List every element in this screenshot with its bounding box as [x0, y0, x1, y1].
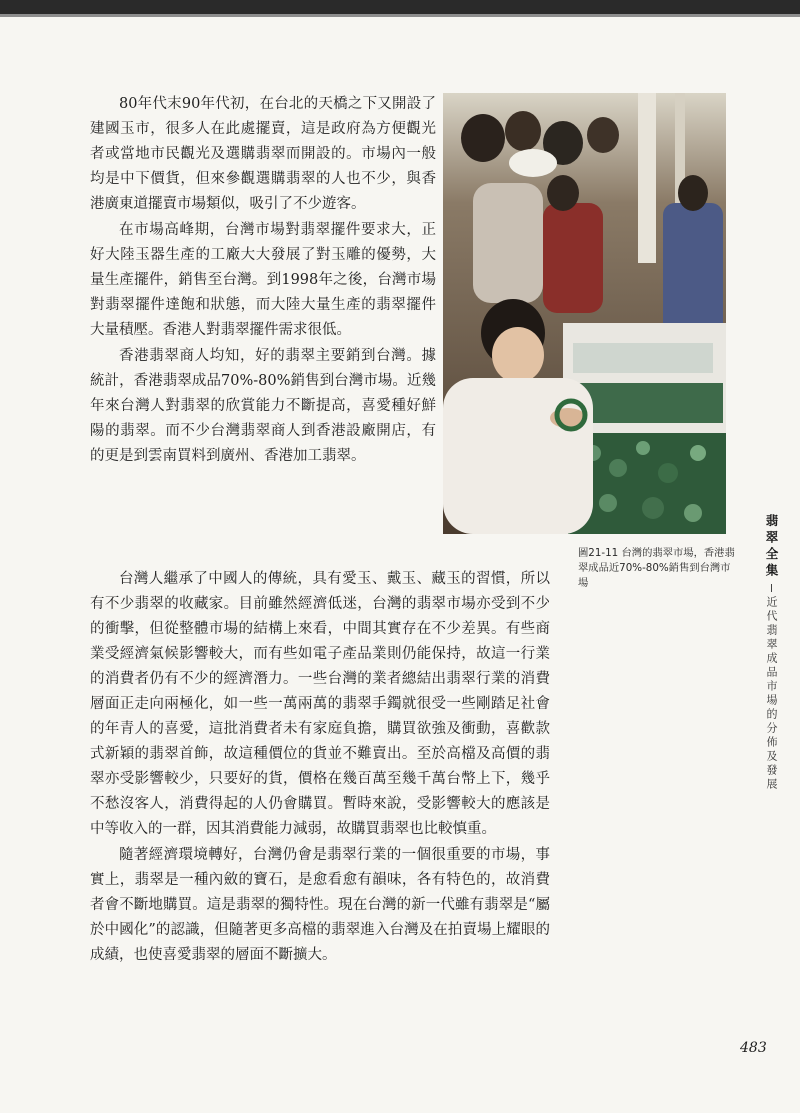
body-text-top: [90, 92, 436, 470]
book-title: 翡翠全集: [764, 514, 779, 580]
market-photo: [443, 93, 726, 534]
chapter-title: 近代翡翠成品市場的分佈及發展: [765, 596, 778, 792]
scan-top-edge: [0, 14, 800, 17]
paragraph: 隨著經濟環境轉好，台灣仍會是翡翠行業的一個很重要的市場，事實上，翡翠是一種內斂的寶石，是愈看愈有韻味，各有特色的，故消費者會不斷地購買。這是翡翠的獨特性。現在台灣的新一代雖有翡翠是“屬於中國化”的認識，但隨著更多高檔的翡翠進入台灣及在拍賣場上耀眼的成績，也使喜愛翡翠的層面不斷擴大。: [90, 847, 550, 963]
chapter-sidebar: [760, 512, 782, 794]
paragraph: 台灣人繼承了中國人的傳統，具有愛玉、戴玉、藏玉的習慣，所以有不少翡翠的收藏家。目前雖然經濟低迷，台灣的翡翠市場亦受到不少的衝擊，但從整體市場的結構上來看，中間其實存在不少差異。有些商業受經濟氣候影響較大，而有些如電子產品業則仍能保持，故這一行業的消費者仍有不少的經濟潛力。一些台灣的業者總結出翡翠行業的消費層面正走向兩極化，如一些一萬兩萬的翡翠手鐲就很受一些剛踏足社會的年青人的喜愛，這批消費者未有家庭負擔，購買欲強及衝動，喜歡款式新穎的翡翠首飾，故這種價位的貨並不難賣出。至於高檔及高價的翡翠亦受影響較少，只要好的貨，價格在幾百萬至幾千萬台幣上下，幾乎不愁沒客人，消費得起的人仍會購買。暫時來說，受影響較大的應該是中等收入的一群，因其消費能力減弱，故購買翡翠也比較慎重。: [90, 571, 550, 837]
body-text-bottom: [90, 567, 550, 969]
page-number: 483: [740, 1040, 767, 1056]
photo-caption: 圖21-11 台灣的翡翠市場，香港翡翠成品近70%-80%銷售到台灣市場: [578, 547, 735, 589]
paragraph: 80年代末90年代初，在台北的天橋之下又開設了建國玉市，很多人在此處擺賣，這是政府為方便觀光者或當地市民觀光及選購翡翠而開設的。市場內一般均是中下價貨，但來參觀選購翡翠的人也不少，與香港廣東道擺賣市場類似，吸引了不少遊客。: [90, 96, 436, 212]
paragraph: 在市場高峰期，台灣市場對翡翠擺件要求大，正好大陸玉器生產的工廠大大發展了對玉雕的優勢，大量生產擺件，銷售至台灣。到1998年之後，台灣市場對翡翠擺件達飽和狀態，而大陸大量生產的翡翠擺件大量積壓。香港人對翡翠擺件需求很低。: [90, 222, 436, 338]
scan-top-band: [0, 0, 800, 14]
paragraph: 香港翡翠商人均知，好的翡翠主要銷到台灣。據統計，香港翡翠成品70%-80%銷售到台灣市場。近幾年來台灣人對翡翠的欣賞能力不斷提高，喜愛種好鮮陽的翡翠。而不少台灣翡翠商人到香港設廠開店，有的更是到雲南買料到廣州、香港加工翡翠。: [90, 348, 436, 464]
divider: [771, 584, 772, 592]
